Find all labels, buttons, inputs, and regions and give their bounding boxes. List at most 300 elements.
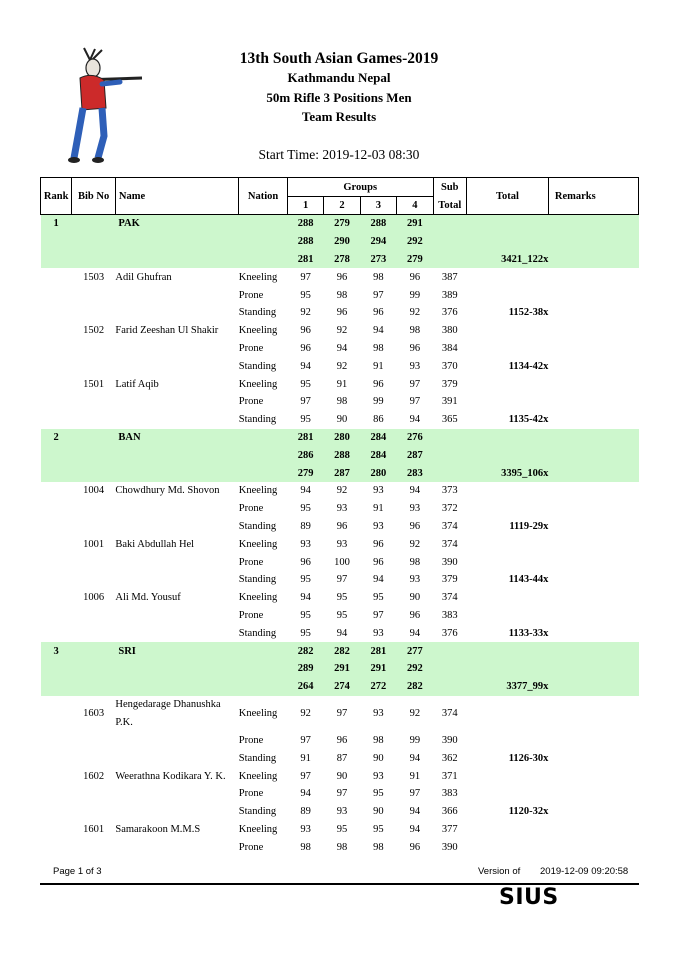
col-sub-top: Sub (433, 178, 466, 197)
athlete-row (41, 500, 639, 518)
sub-total-cell (433, 464, 466, 482)
rank-cell (41, 589, 72, 607)
athlete-row (41, 340, 639, 358)
group-score-cell: 92 (336, 325, 348, 337)
athlete-row (41, 803, 639, 821)
athlete-name-cell (115, 607, 238, 625)
group-score-cell: 90 (373, 752, 384, 764)
rank-cell (41, 464, 72, 482)
athlete-name-cell (115, 838, 238, 856)
bib-cell (72, 803, 116, 821)
rank-cell (41, 749, 72, 767)
group-score-cell: 95 (336, 592, 348, 604)
remarks-cell (548, 411, 638, 429)
sub-total-cell: 380 (441, 325, 458, 337)
athlete-row (41, 357, 639, 375)
group-score-cell: 97 (336, 708, 348, 720)
group-score-cell: 94 (336, 342, 348, 354)
group-score-cell: 96 (373, 307, 384, 319)
position-cell: Kneeling (238, 485, 278, 497)
nation-cell (239, 251, 288, 269)
rank-cell (41, 268, 72, 286)
remarks-cell (548, 446, 638, 464)
team-name-cell (115, 446, 238, 464)
sub-total-cell: 366 (441, 806, 458, 818)
group-score-cell: 93 (409, 574, 421, 586)
bib-cell (72, 233, 116, 251)
athlete-row (41, 268, 639, 286)
total-cell (466, 589, 548, 607)
remarks-cell (548, 660, 638, 678)
total-cell (466, 286, 548, 304)
team-row (41, 233, 639, 251)
sub-total-cell: 390 (441, 841, 458, 853)
remarks-cell (548, 215, 638, 233)
sub-total-cell (433, 660, 466, 678)
group-score-cell: 291 (324, 660, 360, 678)
position-cell: Standing (238, 414, 277, 426)
bib-cell (72, 749, 116, 767)
total-cell: 3377_99x (466, 678, 548, 696)
group-score-cell: 281 (287, 251, 323, 269)
group-score-cell: 288 (324, 446, 360, 464)
group-score-cell: 279 (397, 251, 433, 269)
col-nation: Nation (239, 178, 288, 215)
remarks-cell (548, 607, 638, 625)
rank-cell (41, 571, 72, 589)
group-score-cell: 98 (409, 325, 421, 337)
total-cell (466, 767, 548, 785)
group-score-cell: 96 (336, 271, 348, 283)
athlete-row (41, 411, 639, 429)
sub-total-cell: 376 (441, 627, 458, 639)
sub-total-cell (433, 642, 466, 660)
group-score-cell: 91 (373, 360, 384, 372)
remarks-cell (548, 304, 638, 322)
group-score-cell: 95 (300, 414, 311, 426)
venue: Kathmandu Nepal (287, 70, 391, 85)
group-score-cell: 291 (360, 660, 396, 678)
total-cell: 3395_106x (466, 464, 548, 482)
team-row (41, 446, 639, 464)
group-score-cell: 97 (300, 271, 311, 283)
brand-logo: SIUS (499, 885, 559, 910)
sub-total-cell: 383 (441, 609, 458, 621)
group-score-cell: 284 (360, 429, 396, 447)
group-score-cell: 281 (287, 429, 323, 447)
group-score-cell: 95 (373, 823, 384, 835)
rank-cell (41, 500, 72, 518)
total-cell (466, 696, 548, 732)
group-score-cell: 286 (287, 446, 323, 464)
total-cell (466, 821, 548, 839)
remarks-cell (548, 624, 638, 642)
group-score-cell: 96 (409, 609, 421, 621)
group-score-cell: 95 (300, 609, 311, 621)
group-score-cell: 276 (397, 429, 433, 447)
team-row (41, 642, 639, 660)
group-score-cell: 93 (409, 360, 421, 372)
athlete-row (41, 821, 639, 839)
group-score-cell: 292 (397, 233, 433, 251)
bib-cell: 1602 (83, 770, 105, 782)
group-score-cell: 93 (300, 538, 311, 550)
start-time: Start Time: 2019-12-03 08:30 (258, 147, 420, 162)
bib-cell (72, 464, 116, 482)
remarks-cell (548, 642, 638, 660)
bib-cell (72, 518, 116, 536)
sub-total-cell (433, 251, 466, 269)
bib-cell (72, 411, 116, 429)
athlete-name-cell: Ali Md. Yousuf (115, 592, 181, 604)
group-score-cell: 264 (287, 678, 323, 696)
group-score-cell: 278 (324, 251, 360, 269)
col-remarks: Remarks (548, 178, 638, 215)
total-cell (466, 838, 548, 856)
position-cell: Prone (238, 342, 264, 354)
remarks-cell (548, 785, 638, 803)
remarks-cell (548, 571, 638, 589)
athlete-name-cell: Farid Zeeshan Ul Shakir (115, 325, 219, 337)
col-rank: Rank (41, 178, 72, 215)
remarks-cell (548, 696, 638, 732)
team-row (41, 215, 639, 233)
group-score-cell: 280 (360, 464, 396, 482)
athlete-row (41, 696, 639, 732)
group-score-cell: 100 (334, 556, 350, 568)
bib-cell: 1501 (83, 378, 105, 390)
athlete-row (41, 482, 639, 500)
sub-total-cell: 383 (441, 788, 458, 800)
group-score-cell: 91 (409, 770, 421, 782)
group-score-cell: 92 (409, 307, 421, 319)
remarks-cell (548, 233, 638, 251)
group-score-cell: 291 (397, 215, 433, 233)
group-score-cell: 94 (300, 788, 311, 800)
sub-total-cell: 384 (441, 342, 458, 354)
group-score-cell: 97 (300, 770, 311, 782)
bib-cell (72, 732, 116, 750)
group-score-cell: 274 (324, 678, 360, 696)
group-score-cell: 94 (409, 752, 421, 764)
remarks-cell (548, 429, 638, 447)
athlete-name-cell (115, 749, 238, 767)
event-name: 50m Rifle 3 Positions Men (266, 90, 412, 105)
group-score-cell: 97 (409, 396, 421, 408)
group-score-cell: 97 (300, 734, 311, 746)
bib-cell: 1006 (83, 592, 105, 604)
sub-total-cell: 374 (441, 592, 458, 604)
group-score-cell: 97 (336, 788, 348, 800)
athlete-row (41, 589, 639, 607)
page-number: Page 1 of 3 (53, 866, 102, 877)
remarks-cell (548, 500, 638, 518)
group-score-cell: 97 (373, 609, 384, 621)
group-score-cell: 94 (409, 414, 421, 426)
group-score-cell: 94 (373, 574, 384, 586)
group-score-cell: 97 (300, 396, 311, 408)
bib-cell (72, 393, 116, 411)
bib-cell: 1503 (83, 271, 105, 283)
total-cell: 1143-44x (508, 574, 549, 586)
athlete-row (41, 838, 639, 856)
sub-total-cell: 379 (441, 378, 458, 390)
position-cell: Prone (238, 503, 264, 515)
athlete-row (41, 375, 639, 393)
team-name-cell: SRI (115, 642, 238, 660)
remarks-cell (548, 251, 638, 269)
athlete-name-cell (115, 518, 238, 536)
team-row (41, 678, 639, 696)
remarks-cell (548, 357, 638, 375)
group-score-cell: 93 (336, 538, 348, 550)
sub-total-cell: 373 (441, 485, 458, 497)
position-cell: Prone (238, 396, 264, 408)
rank-cell (41, 482, 72, 500)
sub-total-cell: 390 (441, 556, 458, 568)
rank-cell (41, 393, 72, 411)
remarks-cell (548, 589, 638, 607)
rank-cell: 3 (41, 642, 72, 660)
sub-total-cell: 374 (441, 520, 458, 532)
position-cell: Standing (238, 307, 277, 319)
athlete-name-cell (115, 304, 238, 322)
total-cell (466, 732, 548, 750)
athlete-name-cell (115, 553, 238, 571)
group-score-cell: 99 (409, 734, 421, 746)
group-score-cell: 92 (409, 538, 421, 550)
group-score-cell: 93 (373, 708, 384, 720)
col-name: Name (115, 178, 238, 215)
remarks-cell (548, 322, 638, 340)
position-cell: Standing (238, 520, 277, 532)
bib-cell (72, 607, 116, 625)
rank-cell (41, 607, 72, 625)
bib-cell (72, 304, 116, 322)
athlete-name-cell (115, 732, 238, 750)
bib-cell (72, 785, 116, 803)
rank-cell (41, 785, 72, 803)
group-score-cell: 90 (409, 592, 421, 604)
bib-cell: 1502 (83, 325, 105, 337)
rank-cell (41, 322, 72, 340)
col-sub-bottom: Total (433, 197, 466, 215)
total-cell (466, 482, 548, 500)
col-bib: Bib No (72, 178, 116, 215)
bib-cell (72, 838, 116, 856)
group-score-cell: 282 (287, 642, 323, 660)
team-name-cell: BAN (115, 429, 238, 447)
remarks-cell (548, 375, 638, 393)
sub-total-cell: 390 (441, 734, 458, 746)
remarks-cell (548, 340, 638, 358)
total-cell: 1134-42x (508, 360, 549, 372)
athlete-row (41, 732, 639, 750)
group-score-cell: 92 (336, 485, 348, 497)
sub-total-cell: 374 (441, 538, 458, 550)
col-groups: Groups (287, 178, 433, 197)
total-cell (466, 535, 548, 553)
rank-cell: 1 (41, 215, 72, 233)
sub-total-cell: 376 (441, 307, 458, 319)
position-cell: Standing (238, 752, 277, 764)
bib-cell (72, 357, 116, 375)
remarks-cell (548, 535, 638, 553)
group-score-cell: 93 (336, 806, 348, 818)
rank-cell (41, 446, 72, 464)
position-cell: Kneeling (238, 592, 278, 604)
group-score-cell: 98 (373, 734, 384, 746)
total-cell (466, 340, 548, 358)
athlete-name-cell: Adil Ghufran (115, 271, 172, 283)
position-cell: Kneeling (238, 378, 278, 390)
group-score-cell: 272 (360, 678, 396, 696)
group-score-cell: 289 (287, 660, 323, 678)
remarks-cell (548, 553, 638, 571)
group-score-cell: 92 (300, 307, 311, 319)
group-score-cell: 96 (373, 538, 384, 550)
group-score-cell: 282 (397, 678, 433, 696)
group-score-cell: 94 (336, 627, 348, 639)
athlete-name-cell: Weerathna Kodikara Y. K. (115, 770, 226, 782)
athlete-row (41, 322, 639, 340)
group-score-cell: 287 (397, 446, 433, 464)
sub-total-cell: 372 (441, 503, 458, 515)
sub-total-cell: 370 (441, 360, 458, 372)
bib-cell (72, 500, 116, 518)
athlete-row (41, 785, 639, 803)
group-score-cell: 287 (324, 464, 360, 482)
group-score-cell: 96 (300, 556, 311, 568)
nation-cell (239, 660, 288, 678)
position-cell: Kneeling (238, 823, 278, 835)
group-score-cell: 96 (300, 342, 311, 354)
rank-cell (41, 838, 72, 856)
group-score-cell: 92 (336, 360, 348, 372)
athlete-name-cell (115, 624, 238, 642)
athlete-row (41, 767, 639, 785)
rank-cell (41, 304, 72, 322)
position-cell: Prone (238, 734, 264, 746)
bib-cell (72, 642, 116, 660)
rank-cell (41, 233, 72, 251)
group-score-cell: 288 (287, 233, 323, 251)
bib-cell: 1004 (83, 485, 105, 497)
group-score-cell: 98 (373, 271, 384, 283)
group-score-cell: 282 (324, 642, 360, 660)
rank-cell (41, 375, 72, 393)
group-score-cell: 277 (397, 642, 433, 660)
rank-cell (41, 357, 72, 375)
remarks-cell (548, 393, 638, 411)
remarks-cell (548, 286, 638, 304)
athlete-row (41, 553, 639, 571)
nation-cell (239, 215, 288, 233)
remarks-cell (548, 518, 638, 536)
group-score-cell: 96 (409, 342, 421, 354)
total-cell (466, 268, 548, 286)
athlete-row (41, 393, 639, 411)
nation-cell (239, 464, 288, 482)
sub-total-cell: 387 (441, 271, 458, 283)
group-score-cell: 96 (409, 841, 421, 853)
total-cell (466, 375, 548, 393)
total-cell (466, 607, 548, 625)
total-cell: 1119-29x (509, 520, 549, 532)
total-cell: 1133-33x (508, 627, 549, 639)
group-score-cell: 284 (360, 446, 396, 464)
bib-cell: 1001 (83, 538, 105, 550)
group-score-cell: 288 (360, 215, 396, 233)
group-score-cell: 280 (324, 429, 360, 447)
sub-total-cell: 389 (441, 289, 458, 301)
result-type: Team Results (301, 109, 377, 124)
group-score-cell: 92 (300, 708, 311, 720)
rank-cell (41, 821, 72, 839)
bib-cell: 1601 (83, 823, 105, 835)
position-cell: Kneeling (238, 770, 278, 782)
position-cell: Kneeling (238, 325, 278, 337)
total-cell: 3421_122x (466, 251, 548, 269)
total-cell (466, 215, 548, 233)
remarks-cell (548, 482, 638, 500)
remarks-cell (548, 767, 638, 785)
total-cell (466, 785, 548, 803)
bib-cell (72, 660, 116, 678)
col-group-1: 1 (287, 197, 323, 215)
athlete-name-cell (115, 286, 238, 304)
athlete-name-cell (115, 785, 238, 803)
team-row (41, 251, 639, 269)
group-score-cell: 99 (373, 396, 384, 408)
total-cell (466, 660, 548, 678)
team-row (41, 464, 639, 482)
group-score-cell: 91 (300, 752, 311, 764)
group-score-cell: 98 (336, 289, 348, 301)
rank-cell (41, 286, 72, 304)
remarks-cell (548, 732, 638, 750)
position-cell: Prone (238, 609, 264, 621)
athlete-name-cell: Baki Abdullah Hel (115, 538, 195, 550)
group-score-cell: 95 (300, 574, 311, 586)
total-cell (466, 446, 548, 464)
athlete-name-cell (115, 357, 238, 375)
bib-cell (72, 553, 116, 571)
team-name-cell: PAK (115, 215, 238, 233)
remarks-cell (548, 821, 638, 839)
group-score-cell: 95 (300, 289, 311, 301)
group-score-cell: 93 (373, 770, 384, 782)
position-cell: Kneeling (238, 538, 278, 550)
bib-cell (72, 678, 116, 696)
group-score-cell: 279 (287, 464, 323, 482)
athlete-name-cell (115, 340, 238, 358)
athlete-name-cell (115, 393, 238, 411)
group-score-cell: 94 (373, 325, 384, 337)
group-score-cell: 98 (300, 841, 311, 853)
group-score-cell: 95 (373, 788, 384, 800)
rank-cell (41, 660, 72, 678)
group-score-cell: 283 (397, 464, 433, 482)
sub-total-cell: 379 (441, 574, 458, 586)
team-name-cell (115, 464, 238, 482)
bib-cell (72, 429, 116, 447)
nation-cell (239, 429, 288, 447)
sub-total-cell (433, 678, 466, 696)
group-score-cell: 93 (336, 503, 348, 515)
group-score-cell: 96 (300, 325, 311, 337)
group-score-cell: 94 (300, 485, 311, 497)
